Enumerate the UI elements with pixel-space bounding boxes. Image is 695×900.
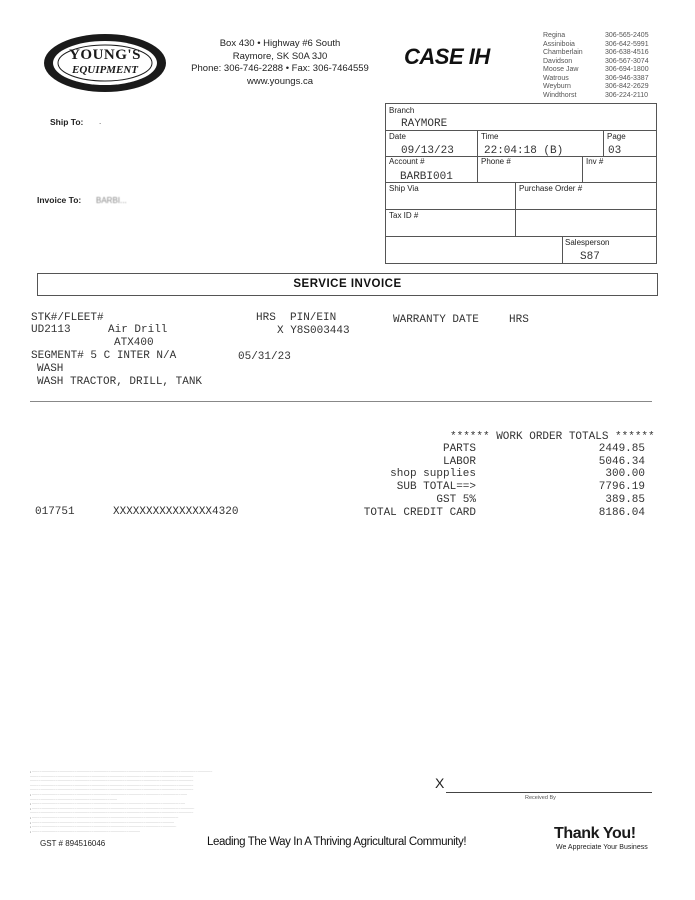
branch-name: Weyburn: [543, 83, 571, 90]
totals-row: [340, 481, 645, 494]
slogan: Leading The Way In A Thriving Agricultural Community!: [207, 836, 467, 848]
payment-ref: 017751: [35, 506, 75, 518]
totals-label: GST 5%: [436, 493, 476, 506]
header-hrs: HRS: [256, 312, 276, 324]
account-label: Account #: [389, 157, 425, 166]
totals-row: [340, 494, 645, 507]
address-line-2: Raymore, SK S0A 3J0: [232, 50, 328, 62]
case-ih-logo: CASE IH: [404, 44, 490, 69]
address-line-1: Box 430 • Highway #6 South: [219, 38, 341, 49]
branch-name: Moose Jaw: [543, 66, 579, 73]
gst-number: GST # 894516046: [40, 839, 106, 848]
totals-value: 389.85: [605, 493, 645, 506]
branch-phone: 306-842-2629: [605, 83, 649, 90]
invoice-title: SERVICE INVOICE: [293, 278, 402, 290]
branch-phone: 306-567-3074: [605, 57, 649, 65]
time-value: 22:04:18 (B): [484, 145, 564, 157]
header-hrs-2: HRS: [509, 314, 529, 326]
invoice-to-value: BARBI...: [96, 196, 127, 205]
company-logo: [42, 32, 168, 94]
equipment-name: Air Drill: [108, 324, 168, 336]
totals-label: shop supplies: [390, 468, 476, 481]
branch-name: Davidson: [543, 57, 573, 65]
branch-phone: 306-565-2405: [605, 32, 649, 39]
signature-x: X: [435, 775, 445, 791]
date-value: 09/13/23: [401, 145, 454, 157]
model-number: ATX400: [114, 337, 154, 349]
invoice-to-label: Invoice To:: [37, 195, 82, 205]
phone-label: Phone #: [481, 157, 511, 166]
totals-header: ****** WORK ORDER TOTALS ******: [450, 431, 655, 443]
branch-name: Windthorst: [543, 91, 577, 99]
totals-value: 2449.85: [598, 443, 645, 455]
branch-name: Assiniboia: [543, 40, 575, 48]
company-address: [180, 38, 380, 88]
received-by-label: Received By: [525, 795, 556, 801]
job-line-1: WASH: [37, 363, 64, 375]
ship-to-mark: .: [99, 117, 102, 126]
totals-label: PARTS: [442, 443, 476, 455]
thank-you: Thank You!: [554, 825, 636, 842]
branch-phone: 306-638-4516: [605, 49, 649, 56]
logo-text-2: EQUIPMENT: [71, 64, 138, 76]
appreciate-text: We Appreciate Your Business: [556, 844, 648, 851]
totals-row: [340, 468, 645, 481]
header-warranty: WARRANTY DATE: [393, 314, 479, 326]
page-label: Page: [607, 132, 626, 141]
card-number: XXXXXXXXXXXXXXX4320: [113, 506, 239, 518]
branch-phone: 306-642-5991: [605, 40, 649, 48]
totals-value: 7796.19: [598, 481, 645, 494]
totals-row: [340, 456, 645, 469]
branch-value: RAYMORE: [401, 118, 448, 130]
website: www.youngs.ca: [246, 75, 313, 87]
branch-list: [543, 32, 658, 104]
ship-via-label: Ship Via: [389, 184, 419, 193]
ship-to-label: Ship To:: [50, 117, 84, 127]
totals-value: 8186.04: [598, 506, 645, 519]
phone-line: Phone: 306-746-2288 • Fax: 306-7464559: [191, 63, 369, 74]
totals-table: [340, 443, 645, 523]
branch-name: Chamberlain: [543, 49, 583, 56]
segment-line: SEGMENT# 5 C INTER N/A: [31, 350, 177, 362]
totals-value: 300.00: [605, 468, 645, 481]
totals-label: LABOR: [442, 455, 476, 468]
logo-text-1: YOUNG'S: [69, 47, 141, 63]
signature-line: [446, 792, 652, 793]
header-stk: STK#/FLEET#: [31, 312, 104, 324]
salesperson-value: S87: [580, 251, 600, 263]
inv-label: Inv #: [586, 157, 604, 166]
branch-phone: 306-946-3387: [605, 74, 649, 82]
totals-row: [340, 507, 645, 520]
totals-label: TOTAL CREDIT CARD: [363, 506, 476, 519]
totals-row: [340, 443, 645, 456]
date-label: Date: [389, 132, 406, 141]
branch-name: Regina: [543, 32, 566, 39]
branch-phone: 306-694-1800: [605, 66, 649, 73]
job-line-2: WASH TRACTOR, DRILL, TANK: [37, 376, 203, 388]
header-pin: PIN/EIN: [290, 312, 337, 324]
page-value: 03: [608, 145, 622, 157]
stock-number: UD2113: [31, 324, 71, 336]
totals-value: 5046.34: [598, 455, 645, 468]
account-value: BARBI001: [400, 171, 453, 183]
purchase-order-label: Purchase Order #: [519, 184, 583, 193]
totals-label: SUB TOTAL==>: [396, 481, 476, 494]
branch-name: Watrous: [543, 74, 569, 82]
pin-number: X Y8S003443: [277, 325, 350, 337]
terms-fine-print: ▪ ·········································································································································································· ·························································································································································· ·························································································································································· ·························································································································································· ·························································································································································· ▪ ·················································································································································· ·················································································· ▪ ················································································································································ ▪ ························································································································································· ·························································································································································· ▪ ·········································································································································· ▪ ······································································································································ ▪ ········································································································································ ▪ ······································································································: [30, 770, 213, 834]
tax-id-label: Tax ID #: [389, 211, 419, 220]
branch-phone: 306-224-2110: [605, 91, 649, 99]
segment-date: 05/31/23: [238, 351, 291, 363]
section-divider: [30, 401, 652, 402]
time-label: Time: [481, 132, 499, 141]
branch-label: Branch: [389, 106, 415, 115]
salesperson-label: Salesperson: [565, 238, 610, 247]
